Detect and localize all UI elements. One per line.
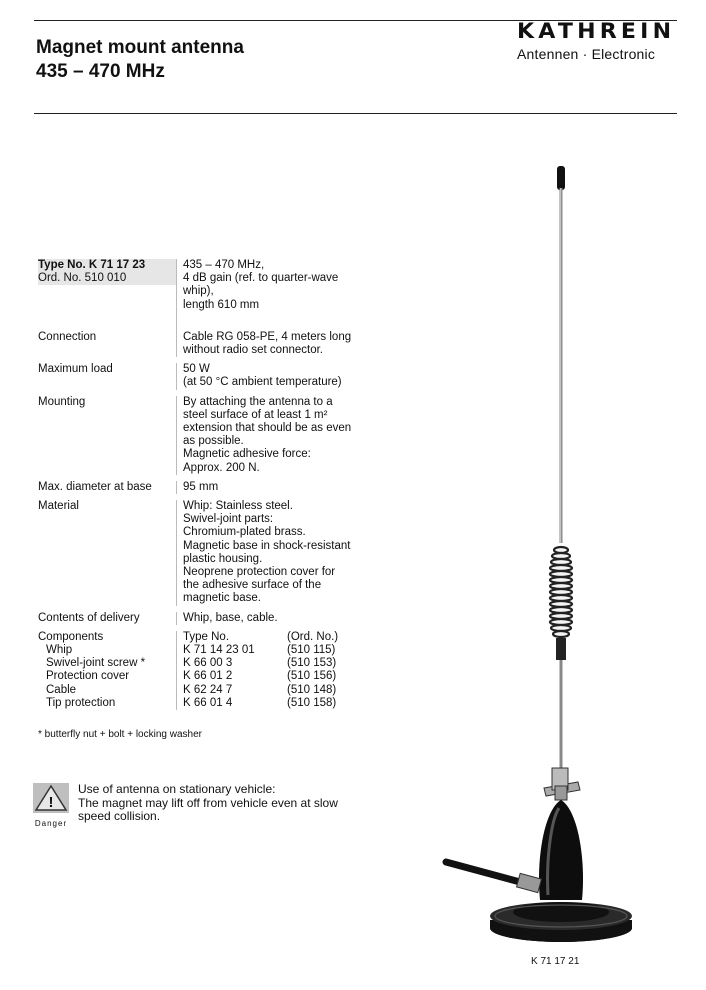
order-number: Ord. No. 510 010 (38, 272, 176, 285)
spec-row-mounting: Mounting By attaching the antenna to a steel surface of at least 1 m² extension that should be as even as possible. Magnetic adhesive force: Approx. 200 N. (36, 396, 373, 475)
type-number: Type No. K 71 17 23 (38, 259, 176, 272)
spec-row-components: Components Whip Swivel-joint screw * Protection cover Cable Tip protection Type No. (Ord. No.) K 71 14 23 01 (510 115) K 66 00 3 (510 153) K 66 01 2 (510 156) K 62 24 7 (510 148) K 66 01 4 (510 158) (36, 631, 373, 710)
component-row: K 66 01 4 (510 158) (183, 696, 337, 709)
spec-row-max-load: Maximum load 50 W (at 50 °C ambient temperature) (36, 363, 373, 389)
svg-text:!: ! (48, 794, 54, 811)
component-row: K 62 24 7 (510 148) (183, 683, 337, 696)
warning-triangle-icon (33, 783, 69, 813)
brand-logo: KATHREIN (517, 19, 676, 43)
page-title (36, 36, 244, 84)
spec-row-type (36, 259, 373, 312)
spec-row-diameter: Max. diameter at base 95 mm (36, 481, 373, 494)
component-row: K 66 01 2 (510 156) (183, 670, 337, 683)
danger-label: Danger (34, 819, 68, 828)
main-values: 435 – 470 MHz, 4 dB gain (ref. to quarter-wave whip), length 610 mm (176, 259, 373, 312)
footer-code: K 71 17 21 (531, 956, 580, 967)
title-line-2: 435 – 470 MHz (36, 61, 165, 82)
footnote: * butterfly nut + bolt + locking washer (38, 729, 202, 740)
danger-block (33, 783, 69, 828)
brand-block (517, 20, 677, 62)
brand-subtitle: Antennen · Electronic (517, 46, 656, 62)
spec-row-delivery: Contents of delivery Whip, base, cable. (36, 612, 373, 625)
title-line-1: Magnet mount antenna (36, 37, 244, 58)
header-rule (34, 113, 677, 114)
spec-row-connection: Connection Cable RG 058-PE, 4 meters long without radio set connector. (36, 331, 373, 357)
component-row: K 71 14 23 01 (510 115) (183, 644, 336, 657)
antenna-photo (440, 160, 640, 945)
spec-row-material: Material Whip: Stainless steel. Swivel-joint parts: Chromium-plated brass. Magnetic base in shock-resistant plastic housing. Neoprene protection cover for the adhesive surface of the magnetic base. (36, 500, 373, 606)
danger-text: Use of antenna on stationary vehicle: The magnet may lift off from vehicle even at slow speed collision. (78, 782, 338, 823)
spec-table (36, 259, 373, 710)
component-row: K 66 00 3 (510 153) (183, 657, 337, 670)
